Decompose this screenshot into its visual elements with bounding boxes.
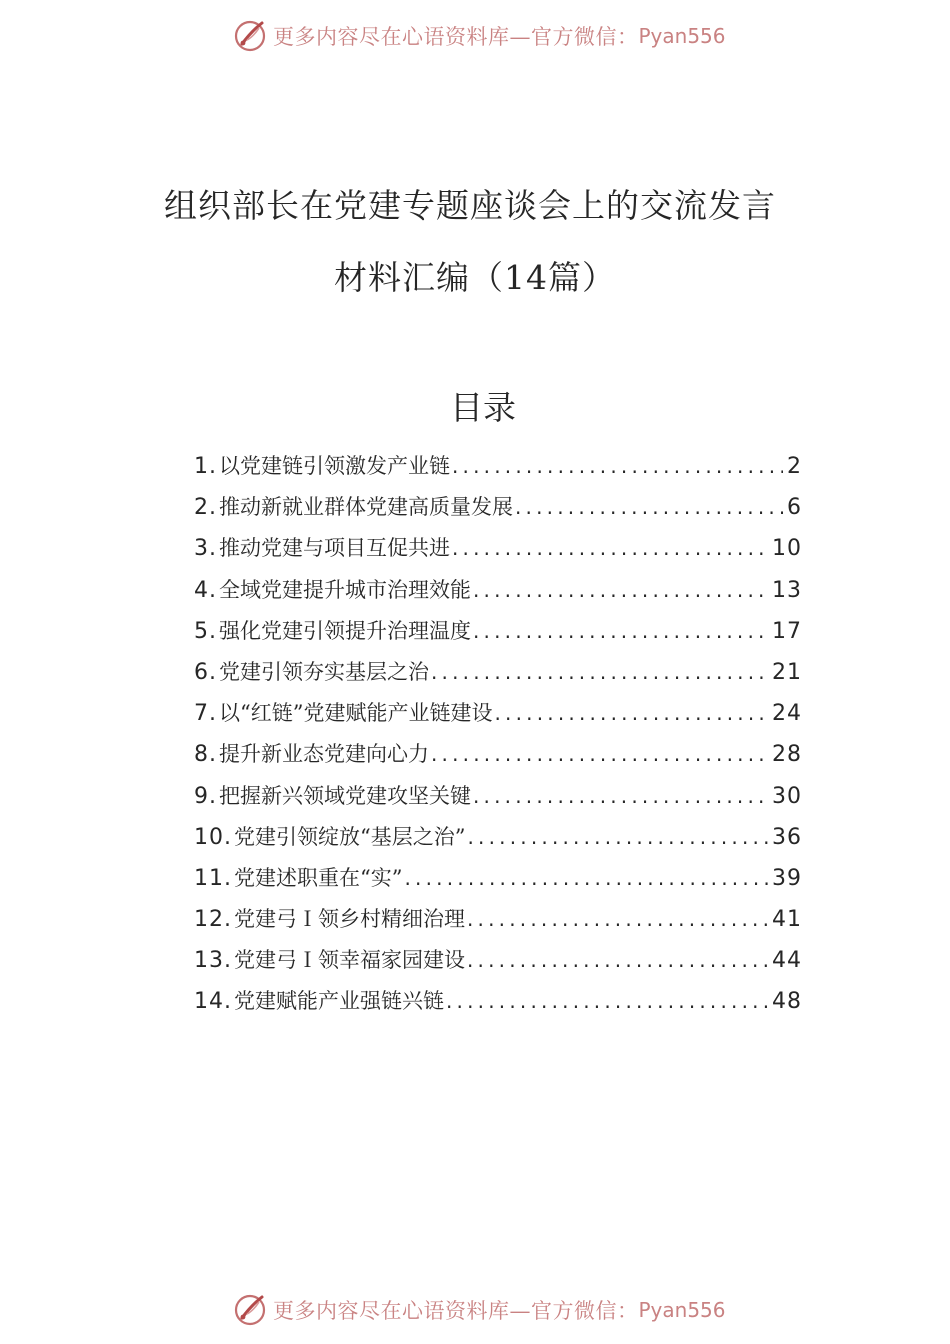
toc-entry-number: 5 bbox=[194, 618, 209, 644]
toc-dot-leader bbox=[467, 907, 768, 931]
toc-entry-separator: . bbox=[209, 742, 217, 768]
toc-entry-11[interactable] bbox=[194, 862, 802, 903]
toc-entry-title: 以“红链”党建赋能产业链建设 bbox=[219, 701, 493, 726]
toc-entry-number: 10 bbox=[194, 824, 224, 850]
header-watermark bbox=[233, 16, 726, 56]
toc-dot-leader bbox=[515, 495, 783, 519]
document-title-line-2: 材料汇编（14篇） bbox=[334, 258, 616, 297]
toc-entry-number: 2 bbox=[194, 495, 209, 521]
footer-watermark bbox=[233, 1290, 726, 1330]
toc-entry-number: 6 bbox=[194, 659, 209, 685]
watermark-text: 更多内容尽在心语资料库—官方微信： bbox=[273, 1299, 639, 1323]
toc-entry-separator: . bbox=[209, 618, 217, 644]
toc-entry-title: 以党建链引领激发产业链 bbox=[219, 454, 450, 478]
toc-entry-page: 28 bbox=[772, 742, 802, 768]
toc-entry-title: 党建引领夯实基层之治 bbox=[219, 659, 429, 684]
toc-entry-separator: . bbox=[224, 989, 232, 1015]
toc-dot-leader bbox=[467, 825, 768, 849]
toc-entry-separator: . bbox=[209, 454, 217, 479]
watermark-text: 更多内容尽在心语资料库—官方微信： bbox=[273, 25, 639, 49]
toc-entry-number: 8 bbox=[194, 742, 209, 768]
toc-entry-10[interactable] bbox=[194, 821, 802, 862]
toc-dot-leader bbox=[431, 742, 768, 766]
toc-dot-leader bbox=[467, 948, 768, 972]
toc-entry-3[interactable] bbox=[194, 532, 802, 573]
toc-entry-page: 24 bbox=[772, 701, 802, 727]
feather-seal-icon bbox=[233, 19, 267, 53]
toc-entry-title: 推动党建与项目互促共进 bbox=[219, 536, 450, 561]
toc-entry-number: 13 bbox=[194, 948, 224, 974]
feather-seal-icon bbox=[233, 1293, 267, 1327]
toc-entry-page: 13 bbox=[772, 577, 802, 603]
toc-entry-title: 推动新就业群体党建高质量发展 bbox=[219, 495, 513, 520]
toc-entry-title: 党建弓Ｉ领幸福家园建设 bbox=[234, 948, 465, 973]
toc-entry-title: 党建述职重在“实” bbox=[234, 865, 403, 890]
toc-entry-page: 21 bbox=[772, 659, 802, 685]
toc-entry-page: 30 bbox=[772, 783, 802, 809]
toc-dot-leader bbox=[431, 660, 768, 684]
toc-entry-number: 12 bbox=[194, 907, 224, 933]
toc-entry-title: 党建弓Ｉ领乡村精细治理 bbox=[234, 907, 465, 932]
toc-dot-leader bbox=[494, 701, 768, 725]
toc-dot-leader bbox=[452, 536, 768, 560]
toc-entry-title: 党建赋能产业强链兴链 bbox=[234, 989, 444, 1014]
toc-entry-number: 9 bbox=[194, 783, 209, 809]
toc-entry-2[interactable] bbox=[194, 491, 802, 532]
toc-entry-separator: . bbox=[224, 907, 232, 933]
toc-entry-title: 提升新业态党建向心力 bbox=[219, 742, 429, 767]
toc-entry-number: 11 bbox=[194, 865, 224, 891]
toc-entry-12[interactable] bbox=[194, 903, 802, 944]
toc-entry-title: 全域党建提升城市治理效能 bbox=[219, 577, 471, 602]
toc-entry-4[interactable] bbox=[194, 574, 802, 615]
toc-entry-separator: . bbox=[209, 701, 217, 727]
toc-dot-leader bbox=[404, 866, 768, 890]
toc-dot-leader bbox=[446, 989, 768, 1013]
toc-entry-number: 3 bbox=[194, 536, 209, 562]
toc-entry-title: 强化党建引领提升治理温度 bbox=[219, 618, 471, 643]
toc-entry-number: 4 bbox=[194, 577, 209, 603]
toc-entry-page: 2 bbox=[787, 454, 802, 479]
toc-entry-page: 17 bbox=[772, 618, 802, 644]
toc-entry-separator: . bbox=[209, 536, 217, 562]
toc-entry-separator: . bbox=[224, 948, 232, 974]
toc-entry-title: 把握新兴领域党建攻坚关键 bbox=[219, 783, 471, 808]
toc-entry-title: 党建引领绽放“基层之治” bbox=[234, 824, 466, 849]
table-of-contents bbox=[194, 450, 802, 1027]
toc-entry-separator: . bbox=[209, 659, 217, 685]
toc-entry-page: 48 bbox=[772, 989, 802, 1015]
toc-entry-separator: . bbox=[209, 577, 217, 603]
toc-entry-page: 6 bbox=[787, 495, 802, 521]
toc-entry-separator: . bbox=[209, 783, 217, 809]
toc-entry-7[interactable] bbox=[194, 697, 802, 738]
document-title-line-1: 组织部长在党建专题座谈会上的交流发言 bbox=[164, 186, 776, 225]
toc-entry-page: 41 bbox=[772, 907, 802, 933]
toc-entry-separator: . bbox=[224, 865, 232, 891]
toc-entry-separator: . bbox=[209, 495, 217, 521]
toc-entry-13[interactable] bbox=[194, 944, 802, 985]
toc-entry-14[interactable] bbox=[194, 985, 802, 1026]
toc-entry-number: 1 bbox=[194, 454, 209, 479]
toc-entry-page: 39 bbox=[772, 865, 802, 891]
toc-entry-page: 36 bbox=[772, 824, 802, 850]
toc-entry-page: 44 bbox=[772, 948, 802, 974]
toc-heading: 目录 bbox=[450, 388, 516, 427]
toc-dot-leader bbox=[473, 784, 768, 808]
toc-dot-leader bbox=[452, 454, 783, 478]
toc-entry-number: 14 bbox=[194, 989, 224, 1015]
toc-entry-9[interactable] bbox=[194, 780, 802, 821]
toc-entry-5[interactable] bbox=[194, 615, 802, 656]
toc-dot-leader bbox=[473, 619, 768, 643]
toc-entry-separator: . bbox=[224, 824, 232, 850]
toc-entry-6[interactable] bbox=[194, 656, 802, 697]
toc-entry-8[interactable] bbox=[194, 738, 802, 779]
toc-entry-number: 7 bbox=[194, 701, 209, 727]
toc-entry-page: 10 bbox=[772, 536, 802, 562]
watermark-wechat-id: Pyan556 bbox=[638, 1298, 726, 1322]
toc-dot-leader bbox=[473, 578, 768, 602]
watermark-wechat-id: Pyan556 bbox=[638, 24, 726, 48]
toc-entry-1[interactable] bbox=[194, 450, 802, 491]
